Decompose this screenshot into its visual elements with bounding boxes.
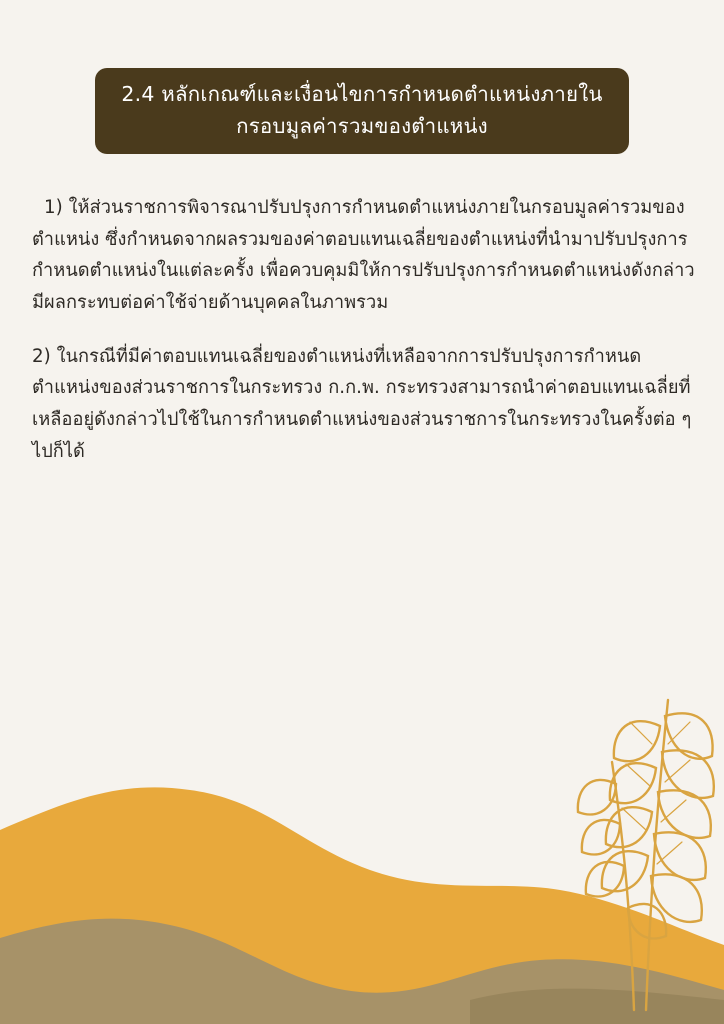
gold-wave-shape: [0, 787, 724, 1024]
body-content: [32, 192, 696, 467]
khaki-wave-shape: [0, 919, 724, 1024]
paragraph-item-1: 1) ให้ส่วนราชการพิจารณาปรับปรุงการกำหนดตำแหน่งภายในกรอบมูลค่ารวมของตำแหน่ง ซึ่งกำหนดจากผลรวมของค่าตอบแทนเฉลี่ยของตำแหน่งที่นำมาปรับปรุงการกำหนดตำแหน่งในแต่ละครั้ง เพื่อควบคุมมิให้การปรับปรุงการกำหนดตำแหน่งดังกล่าว มีผลกระทบต่อค่าใช้จ่ายด้านบุคคลในภาพรวม: [32, 197, 695, 314]
wheat-sprig: [578, 700, 714, 1010]
paragraph-item-2: 2) ในกรณีที่มีค่าตอบแทนเฉลี่ยของตำแหน่งที่เหลือจากการปรับปรุงการกำหนดตำแหน่งของส่วนราชการในกระทรวง ก.ก.พ. กระทรวงสามารถนำค่าตอบแทนเฉลี่ยที่เหลืออยู่ดังกล่าวไปใช้ในการกำหนดตำแหน่งของส่วนราชการในกระทรวงในครั้งต่อ ๆ ไปก็ได้: [32, 345, 692, 462]
page-title: 2.4 หลักเกณฑ์และเงื่อนไขการกำหนดตำแหน่งภายในกรอบมูลค่ารวมของตำแหน่ง: [121, 82, 603, 138]
section-heading-banner: [95, 68, 629, 154]
brown-sliver-shape: [470, 989, 724, 1024]
